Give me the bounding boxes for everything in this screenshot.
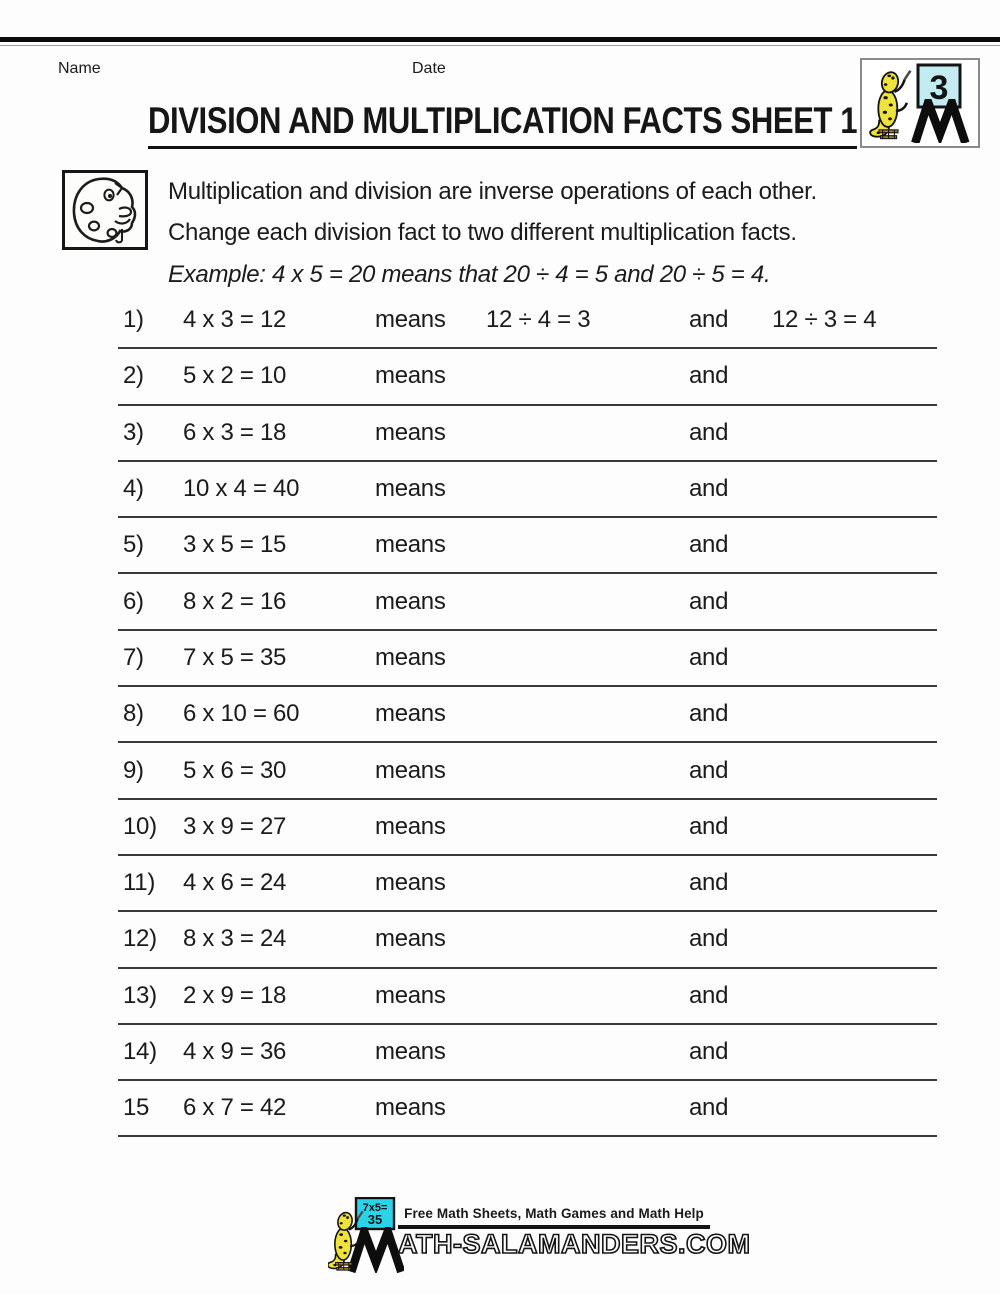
multiplication-fact: 8 x 3 = 24 xyxy=(183,925,287,953)
problem-number: 10) xyxy=(123,812,157,840)
and-label: and xyxy=(689,531,729,559)
and-label: and xyxy=(689,306,729,334)
table-row xyxy=(118,349,937,405)
multiplication-fact: 4 x 9 = 36 xyxy=(183,1038,287,1065)
and-label: and xyxy=(689,925,729,953)
problem-number: 2) xyxy=(123,362,144,390)
problem-number: 11) xyxy=(123,869,156,897)
means-label: means xyxy=(375,531,446,559)
instruction-example: Example: 4 x 5 = 20 means that 20 ÷ 4 = 5 and 20 ÷ 5 = 4. xyxy=(168,261,771,288)
problem-number: 7) xyxy=(123,643,144,671)
problem-number: 14) xyxy=(123,1038,157,1065)
and-label: and xyxy=(689,869,729,897)
multiplication-fact: 4 x 6 = 24 xyxy=(183,869,287,897)
and-label: and xyxy=(689,418,729,446)
grade-badge-number: 3 xyxy=(929,69,949,107)
problem-number: 5) xyxy=(123,531,144,559)
multiplication-fact: 8 x 2 = 16 xyxy=(183,587,287,615)
multiplication-fact: 6 x 10 = 60 xyxy=(183,700,300,728)
problem-number: 8) xyxy=(123,700,144,728)
table-row xyxy=(118,743,937,799)
table-row xyxy=(118,1025,937,1081)
means-label: means xyxy=(375,1038,446,1065)
table-row xyxy=(118,969,937,1025)
means-label: means xyxy=(375,306,446,334)
problem-number: 12) xyxy=(123,925,157,953)
salamander-doodle-icon xyxy=(62,170,148,250)
table-row xyxy=(118,631,937,687)
means-label: means xyxy=(375,587,446,615)
problem-number: 4) xyxy=(123,475,144,503)
table-row xyxy=(118,800,937,856)
footer-board-line1: 7x5= xyxy=(362,1202,388,1214)
division-answer-2: 12 ÷ 3 = 4 xyxy=(772,306,877,334)
table-row xyxy=(118,518,937,574)
problem-number: 13) xyxy=(123,981,157,1009)
multiplication-fact: 6 x 3 = 18 xyxy=(183,418,287,446)
table-row xyxy=(118,912,937,968)
multiplication-fact: 10 x 4 = 40 xyxy=(183,475,300,503)
name-label: Name xyxy=(58,60,101,77)
and-label: and xyxy=(689,700,729,728)
top-border-rule-shadow xyxy=(0,45,1000,46)
means-label: means xyxy=(375,869,446,897)
and-label: and xyxy=(689,643,729,671)
problem-number: 15 xyxy=(123,1094,150,1122)
and-label: and xyxy=(689,812,729,840)
problem-number: 1) xyxy=(123,306,144,334)
and-label: and xyxy=(689,362,729,390)
multiplication-fact: 6 x 7 = 42 xyxy=(183,1094,287,1122)
multiplication-fact: 5 x 6 = 30 xyxy=(183,756,287,784)
multiplication-fact: 3 x 5 = 15 xyxy=(183,531,287,559)
means-label: means xyxy=(375,475,446,503)
instruction-line-1: Multiplication and division are inverse operations of each other. xyxy=(168,178,817,205)
means-label: means xyxy=(375,362,446,390)
means-label: means xyxy=(375,812,446,840)
date-label: Date xyxy=(412,60,446,77)
table-row xyxy=(118,856,937,912)
multiplication-fact: 4 x 3 = 12 xyxy=(183,306,287,334)
multiplication-fact: 7 x 5 = 35 xyxy=(183,643,287,671)
top-border-rule xyxy=(0,37,1000,42)
table-row xyxy=(118,687,937,743)
footer-site-name: ATH-SALAMANDERS.COM xyxy=(398,1229,751,1259)
table-row xyxy=(118,406,937,462)
footer-board-line2: 35 xyxy=(367,1212,383,1227)
means-label: means xyxy=(375,643,446,671)
page-title: DIVISION AND MULTIPLICATION FACTS SHEET 1 xyxy=(148,102,857,149)
footer-tagline: Free Math Sheets, Math Games and Math Help xyxy=(404,1206,704,1221)
means-label: means xyxy=(375,925,446,953)
multiplication-fact: 3 x 9 = 27 xyxy=(183,812,287,840)
and-label: and xyxy=(689,475,729,503)
multiplication-fact: 5 x 2 = 10 xyxy=(183,362,287,390)
means-label: means xyxy=(375,981,446,1009)
table-row xyxy=(118,462,937,518)
multiplication-fact: 2 x 9 = 18 xyxy=(183,981,287,1009)
instruction-line-2: Change each division fact to two different multiplication facts. xyxy=(168,219,797,246)
and-label: and xyxy=(689,981,729,1009)
table-row xyxy=(118,574,937,630)
problem-number: 9) xyxy=(123,756,144,784)
means-label: means xyxy=(375,1094,446,1122)
problem-number: 6) xyxy=(123,587,144,615)
and-label: and xyxy=(689,1038,729,1065)
means-label: means xyxy=(375,756,446,784)
and-label: and xyxy=(689,756,729,784)
table-row xyxy=(118,1081,937,1137)
division-answer-1: 12 ÷ 4 = 3 xyxy=(486,306,591,334)
means-label: means xyxy=(375,418,446,446)
facts-table xyxy=(118,293,937,1137)
means-label: means xyxy=(375,700,446,728)
and-label: and xyxy=(689,587,729,615)
table-row xyxy=(118,293,937,349)
and-label: and xyxy=(689,1094,729,1122)
m-logo-icon xyxy=(351,1232,401,1272)
problem-number: 3) xyxy=(123,418,144,446)
